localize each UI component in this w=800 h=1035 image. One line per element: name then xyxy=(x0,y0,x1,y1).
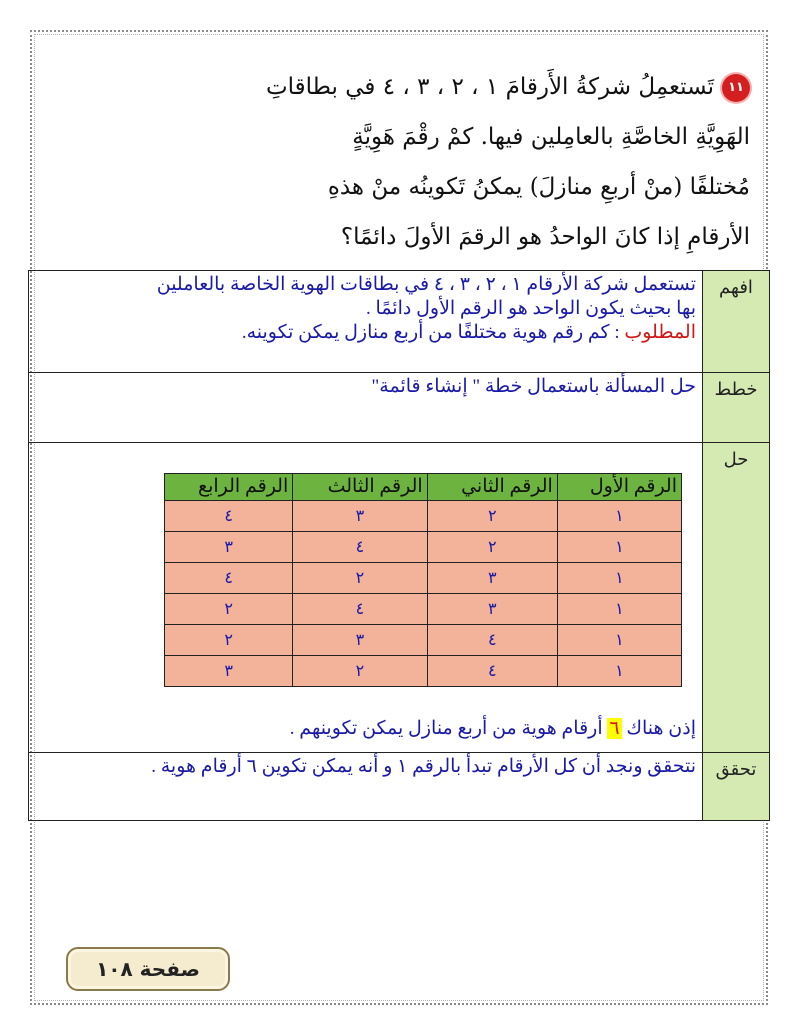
table-cell: ٣ xyxy=(427,563,557,594)
problem-line-2: الهَوِيَّةِ الخاصَّةِ بالعامِلين فيها. كمْ رقْمَ هَوِيَّةٍ xyxy=(352,124,750,150)
table-cell: ١ xyxy=(557,563,681,594)
page-number-box: صفحة ١٠٨ xyxy=(66,947,230,991)
table-row xyxy=(165,563,682,594)
table-row xyxy=(165,656,682,687)
table-cell: ٢ xyxy=(427,501,557,532)
step-understand-content xyxy=(29,271,703,373)
table-cell: ١ xyxy=(557,501,681,532)
header-first-digit: الرقم الأول xyxy=(557,474,681,501)
table-cell: ١ xyxy=(557,532,681,563)
table-cell: ٤ xyxy=(165,563,293,594)
table-cell: ٣ xyxy=(165,656,293,687)
table-cell: ٣ xyxy=(165,532,293,563)
conclusion-after: أرقام هوية من أربع منازل يمكن تكوينهم . xyxy=(289,718,608,739)
table-cell: ٣ xyxy=(427,594,557,625)
table-cell: ١ xyxy=(557,594,681,625)
problem-line-text: تَستعمِلُ شركةُ الأَرقامَ ١ ، ٢ ، ٣ ، ٤ في بطاقاتِ xyxy=(265,74,714,100)
id-numbers-table xyxy=(164,473,682,687)
solve-conclusion xyxy=(290,717,696,741)
table-cell: ٤ xyxy=(427,625,557,656)
plan-text: حل المسألة باستعمال خطة " إنشاء قائمة" xyxy=(371,376,696,397)
step-understand-row xyxy=(29,271,770,373)
step-solve-row xyxy=(29,443,770,753)
header-fourth-digit: الرقم الرابع xyxy=(165,474,293,501)
problem-line-3: مُختلفًا (منْ أربعِ منازلَ) يمكنُ تَكوينُه منْ هذهِ xyxy=(327,174,750,200)
header-second-digit: الرقم الثاني xyxy=(427,474,557,501)
table-row xyxy=(165,501,682,532)
understand-line-1: تستعمل شركة الأرقام ١ ، ٢ ، ٣ ، ٤ في بطاقات الهوية الخاصة بالعاملين xyxy=(156,274,696,295)
header-third-digit: الرقم الثالث xyxy=(293,474,427,501)
table-row xyxy=(165,625,682,656)
solution-steps-table xyxy=(28,270,770,821)
problem-number-badge: ١١ xyxy=(722,74,750,102)
table-cell: ٣ xyxy=(293,501,427,532)
table-row xyxy=(165,532,682,563)
understand-line-2: بها بحيث يكون الواحد هو الرقم الأول دائمًا . xyxy=(366,298,696,319)
table-cell: ٢ xyxy=(427,532,557,563)
step-check-row xyxy=(29,753,770,821)
understand-required xyxy=(35,321,696,345)
problem-statement xyxy=(230,62,750,262)
problem-line-1 xyxy=(230,62,750,112)
step-solve-label: حل xyxy=(703,443,770,753)
step-plan-label: خطط xyxy=(703,373,770,443)
table-cell: ٢ xyxy=(293,563,427,594)
table-cell: ٢ xyxy=(165,625,293,656)
id-table-header-row xyxy=(165,474,682,501)
step-plan-row xyxy=(29,373,770,443)
table-row xyxy=(165,594,682,625)
highlighted-count: ٦ xyxy=(609,718,620,739)
table-cell: ٤ xyxy=(293,594,427,625)
conclusion-before: إذن هناك xyxy=(621,718,696,739)
required-text: : كم رقم هوية مختلفًا من أربع منازل يمكن تكوينه. xyxy=(241,322,625,343)
solve-area xyxy=(29,443,702,745)
step-plan-content xyxy=(29,373,703,443)
step-understand-label: افهم xyxy=(703,271,770,373)
table-cell: ٤ xyxy=(293,532,427,563)
table-cell: ٢ xyxy=(165,594,293,625)
table-cell: ٤ xyxy=(427,656,557,687)
table-cell: ٣ xyxy=(293,625,427,656)
table-cell: ١ xyxy=(557,625,681,656)
step-check-label: تحقق xyxy=(703,753,770,821)
step-check-content xyxy=(29,753,703,821)
problem-line-4: الأرقامِ إذا كانَ الواحدُ هو الرقمَ الأولَ دائمًا؟ xyxy=(340,224,750,250)
table-cell: ٤ xyxy=(165,501,293,532)
table-cell: ١ xyxy=(557,656,681,687)
check-text: نتحقق ونجد أن كل الأرقام تبدأ بالرقم ١ و أنه يمكن تكوين ٦ أرقام هوية . xyxy=(151,756,696,777)
table-cell: ٢ xyxy=(293,656,427,687)
step-solve-content xyxy=(29,443,703,753)
required-label: المطلوب xyxy=(624,322,696,343)
